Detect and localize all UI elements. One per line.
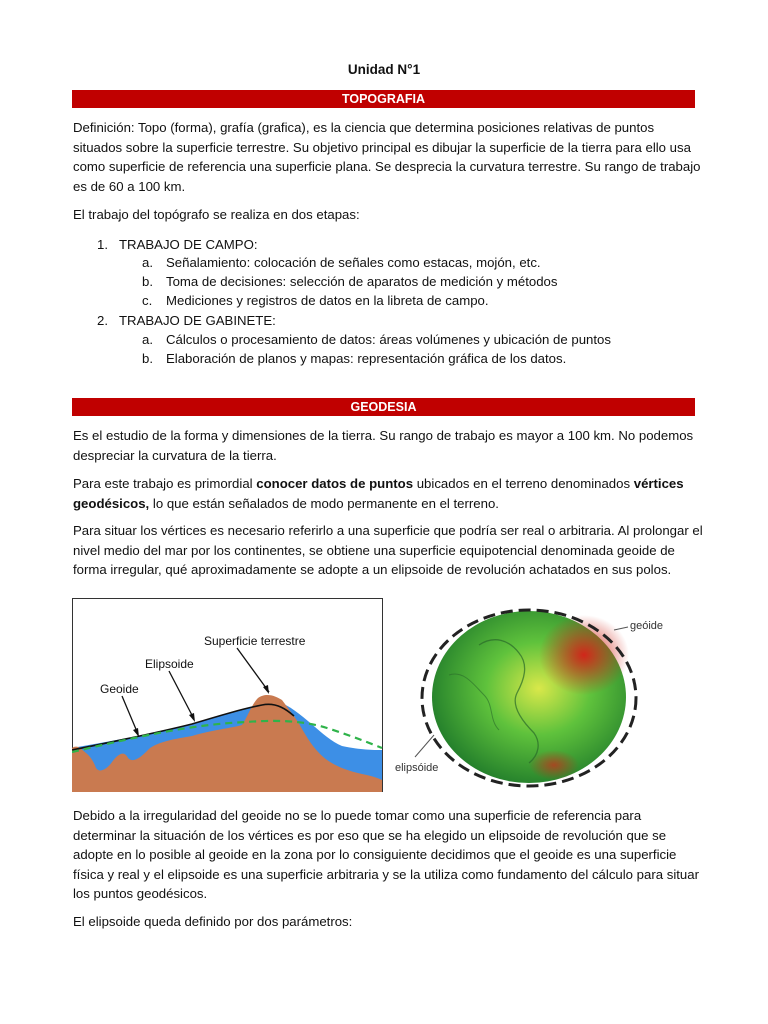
topografia-definition: Definición: Topo (forma), grafía (grafica), es la ciencia que determina posiciones relativas de puntos situados sobre la superficie terrestre. Su objetivo principal es dibujar la superficie de la tierra para ello usa como superficie de referencia una superficie plana. Se desprecia la curvatura terrestre. Su rango de trabajo es de 60 a 100 km. [73,120,701,194]
list-letter: a. [142,255,153,270]
p2-bold-datos: conocer datos de puntos [256,476,414,491]
p2-text-c: ubicados en el terreno denominados [413,476,634,491]
list-number: 1. [97,237,108,252]
geodesia-paragraph-4: Debido a la irregularidad del geoide no se lo puede tomar como una superficie de referencia para determinar la situación de los vértices es por eso que se ha elegido un elipsoide de revolución que se adopte en lo posible al geoide en la zona por lo consiguiente decidimos que el geoide es una superficie física y real y el elipsoide es una superficie arbitraria y se la utiliza como fundamento del cálculo para situar los puntos geodésicos. [73,808,699,901]
label-geoide-right: geóide [630,620,664,632]
list-item: Señalamiento: colocación de señales como estacas, mojón, etc. [166,255,541,270]
pointer-elipsoide-right [415,735,434,757]
geodesia-paragraph-5: El elipsoide queda definido por dos parámetros: [73,914,353,929]
stages-intro: El trabajo del topógrafo se realiza en dos etapas: [73,207,360,222]
section-heading-topografia: TOPOGRAFIA [72,90,695,108]
list-letter: b. [142,351,153,366]
p2-text-a: Para este trabajo es primordial [73,476,257,491]
terrain-cross-section-figure [72,598,383,792]
label-geoide: Geoide [100,682,139,696]
geoid-globe-figure [389,605,689,790]
stage-label-gabinete: TRABAJO DE GABINETE: [119,313,276,328]
label-elipsoide: Elipsoide [145,657,194,671]
list-item: Elaboración de planos y mapas: representación gráfica de los datos. [166,351,567,366]
list-item: Cálculos o procesamiento de datos: áreas volúmenes y ubicación de puntos [166,332,611,347]
page-title: Unidad N°1 [347,62,421,77]
geodesia-paragraph-1: Es el estudio de la forma y dimensiones de la tierra. Su rango de trabajo es mayor a 100 km. No podemos despreciar la curvatura de la tierra. [73,428,694,463]
list-number: 2. [97,313,108,328]
list-item: Mediciones y registros de datos en la libreta de campo. [166,293,489,308]
stage-label-campo: TRABAJO DE CAMPO: [119,237,258,252]
list-letter: b. [142,274,153,289]
label-superficie-terrestre: Superficie terrestre [204,634,306,648]
list-letter: c. [142,293,153,308]
list-item: Toma de decisiones: selección de aparatos de medición y métodos [166,274,558,289]
p2-bold-vertices: vértices geodésicos, [73,476,684,511]
geodesia-paragraph-2 [73,474,703,513]
p2-text-e: lo que están señalados de modo permanente en el terreno. [149,495,499,511]
list-letter: a. [142,332,153,347]
geodesia-paragraph-3: Para situar los vértices es necesario referirlo a una superficie que podría ser real o arbitraria. Al prolongar el nivel medio del mar por los continentes, se obtiene una superficie equipotencial denominada geoide de forma irregular, qué aproximadamente se adopte a un elipsoide de revolución achatados en sus polos. [73,523,703,577]
section-heading-geodesia: GEODESIA [72,398,695,416]
label-elipsoide-right: elipsóide [395,762,439,774]
